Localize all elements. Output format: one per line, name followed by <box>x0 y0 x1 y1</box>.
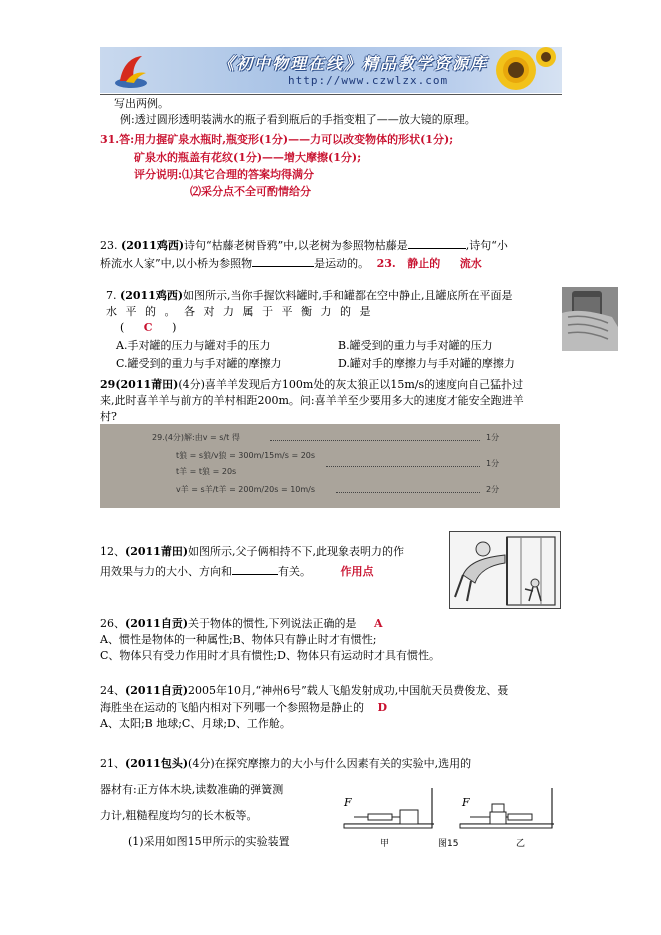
q7-line-1 <box>106 289 513 303</box>
q24-answer: D <box>377 701 388 714</box>
figure-15-caption: 图15 <box>438 839 459 849</box>
q23-blank-1 <box>408 237 466 249</box>
q29-line-1 <box>100 378 523 392</box>
q29-leader-1 <box>270 440 480 441</box>
q7-paren-open: ( <box>120 321 125 334</box>
q12-text-a: 如图所示,父子俩相持不下,此现象表明力的作 <box>188 545 405 558</box>
header-banner <box>100 47 562 93</box>
q26-line-1 <box>100 617 383 631</box>
q7-option-d: D.罐对手的摩擦力与手对罐的摩擦力 <box>338 357 515 370</box>
figure-15-label-yi: 乙 <box>516 839 526 849</box>
q24-line-1 <box>100 684 508 698</box>
q7-paren-close: ) <box>172 321 177 334</box>
intro-line-1: 写出两例。 <box>114 97 169 110</box>
figure-15-label-jia: 甲 <box>380 839 390 849</box>
q29-solution-1: t狼 = s狼/v狼 = 300m/15m/s = 20s <box>176 451 316 460</box>
q29-number: 29 <box>100 378 116 391</box>
q26-answer: A <box>374 617 383 630</box>
q12-text-c: 有关。 <box>278 565 311 578</box>
q12-line-1 <box>100 545 404 559</box>
hand-can-figure <box>562 287 618 351</box>
q23-answer-2: 流水 <box>459 257 482 270</box>
q24-options: A、太阳;B 地球;C、月球;D、工作舱。 <box>100 717 291 730</box>
q26-number: 26、 <box>100 617 125 630</box>
q23-text-d: 是运动的。 <box>314 257 370 270</box>
q7-number: 7. <box>106 289 117 302</box>
header-rule <box>100 94 562 95</box>
q21-text-c: 力计,粗糙程度均匀的长木板等。 <box>100 809 258 822</box>
header-url[interactable]: http://www.czwlzx.com <box>288 74 449 87</box>
figure-15-label-f2: F <box>462 796 470 809</box>
q29-solution-photo <box>100 424 560 508</box>
q12-text-b: 用效果与力的大小、方向和 <box>100 565 232 578</box>
q29-text-a: (4分)喜羊羊发现后方100m处的灰太狼正以15m/s的速度向自己猛扑过 <box>178 378 524 391</box>
q31-answer-line-1: 31.答:用力握矿泉水瓶时,瓶变形(1分)——力可以改变物体的形状(1分); <box>100 133 454 146</box>
header-title: 《初中物理在线》精品教学资源库 <box>218 54 489 73</box>
q31-answer-line-2: 矿泉水的瓶盖有花纹(1分)——增大摩擦(1分); <box>134 151 362 164</box>
q7-text-b: 水 平 的 。 各 对 力 属 于 平 衡 力 的 是 <box>106 305 373 318</box>
intro-line-2: 例:透过圆形透明装满水的瓶子看到瓶后的手指变粗了——放大镜的原理。 <box>120 113 476 126</box>
q29-score-2: 1分 <box>486 459 500 468</box>
q23-text-c: 桥流水人家”中,以小桥为参照物 <box>100 257 253 270</box>
q29-score-1: 1分 <box>486 433 500 442</box>
q29-text-b: 来,此时喜羊羊与前方的羊村相距200m。问:喜羊羊至少要用多大的速度才能安全跑进羊 <box>100 394 524 407</box>
q29-solution-3: v羊 = s羊/t羊 = 200m/20s = 10m/s <box>176 485 316 494</box>
q31-answer-line-4: ⑵采分点不全可酌情给分 <box>190 185 311 198</box>
q12-number: 12、 <box>100 545 125 558</box>
q29-leader-3 <box>336 492 480 493</box>
q21-line-1 <box>100 757 471 771</box>
q7-option-a: A.手对罐的压力与罐对手的压力 <box>116 339 271 352</box>
sunflower-icon <box>486 47 556 93</box>
q23-answer-1: 静止的 <box>407 257 441 270</box>
q23-answer-number: 23. <box>376 257 396 270</box>
q12-line-2 <box>100 563 374 579</box>
q23-line-1 <box>100 237 508 253</box>
q31-answer-line-3: 评分说明:⑴其它合理的答案均得满分 <box>134 168 315 181</box>
q23-blank-2 <box>252 255 314 267</box>
q29-solution-head: 29.(4分)解:由v = s/t 得 <box>152 433 240 442</box>
q7-source: (2011鸡西) <box>120 289 184 302</box>
q21-text-b: 器材有:正方体木块,读数准确的弹簧测 <box>100 783 284 796</box>
q24-text-b: 海胜坐在运动的飞船内相对下列哪一个参照物是静止的 <box>100 701 364 714</box>
q29-source: (2011莆田) <box>115 378 179 391</box>
q29-leader-2 <box>326 466 480 467</box>
q29-solution-2: t羊 = t狼 = 20s <box>176 467 237 476</box>
q23-text-a: 诗句“枯藤老树昏鸦”中,以老树为参照物枯藤是 <box>184 239 408 252</box>
q7-answer-row <box>120 321 176 335</box>
q7-text-a: 如图所示,当你手握饮料罐时,手和罐都在空中静止,且罐底所在平面是 <box>183 289 513 302</box>
q7-option-c: C.罐受到的重力与手对罐的摩擦力 <box>116 357 282 370</box>
q12-source: (2011莆田) <box>125 545 189 558</box>
q24-number: 24、 <box>100 684 125 697</box>
figure-15-label-f1: F <box>344 796 352 809</box>
logo-icon <box>112 53 150 89</box>
q12-answer: 作用点 <box>340 565 374 578</box>
q24-text-a: 2005年10月,“神州6号”载人飞船发射成功,中国航天员费俊龙、聂 <box>188 684 509 697</box>
q12-blank <box>232 563 278 575</box>
q23-line-2 <box>100 255 482 271</box>
q23-source: (2011鸡西) <box>121 239 185 252</box>
q26-source: (2011自贡) <box>125 617 189 630</box>
q21-number: 21、 <box>100 757 125 770</box>
figure-15-friction-setup <box>340 786 562 850</box>
q21-text-d: (1)采用如图15甲所示的实验装置 <box>128 835 290 848</box>
q7-option-b: B.罐受到的重力与手对罐的压力 <box>338 339 493 352</box>
q26-options-2: C、物体只有受力作用时才具有惯性;D、物体只有运动时才具有惯性。 <box>100 649 440 662</box>
q23-text-b: ,诗句“小 <box>465 239 508 252</box>
q7-answer: C <box>143 321 153 334</box>
q24-line-2 <box>100 701 387 715</box>
q26-options-1: A、惯性是物体的一种属性;B、物体只有静止时才有惯性; <box>100 633 377 646</box>
father-son-door-figure <box>449 531 561 609</box>
q21-text-a: (4分)在探究摩擦力的大小与什么因素有关的实验中,选用的 <box>188 757 472 770</box>
q23-number: 23. <box>100 239 118 252</box>
q26-text-a: 关于物体的惯性,下列说法正确的是 <box>188 617 357 630</box>
q29-text-c: 村? <box>100 410 117 423</box>
q29-score-3: 2分 <box>486 485 500 494</box>
q24-source: (2011自贡) <box>125 684 189 697</box>
q21-source: (2011包头) <box>125 757 189 770</box>
